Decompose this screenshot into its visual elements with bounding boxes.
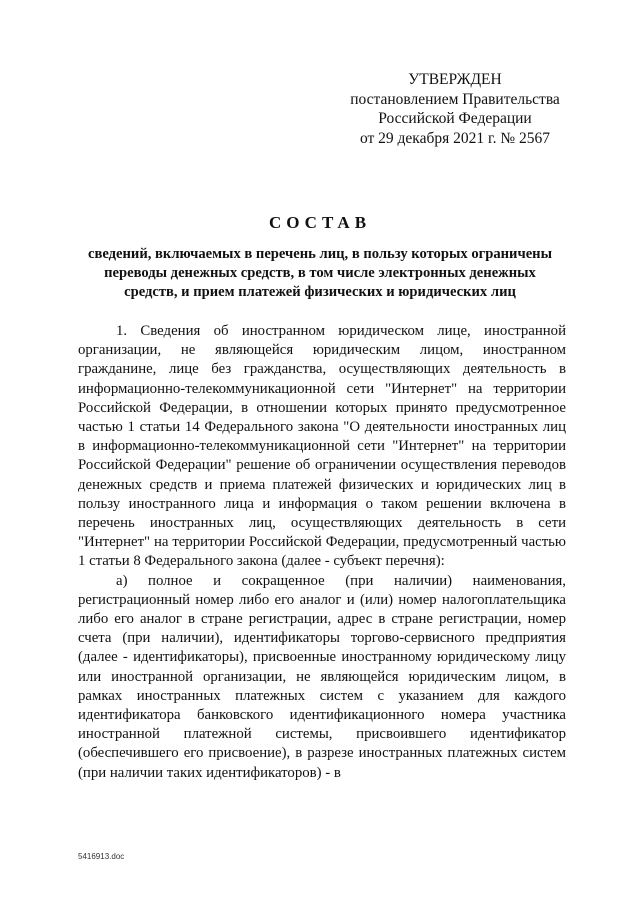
document-subtitle: сведений, включаемых в перечень лиц, в пользу которых ограничены переводы денежных средств, в том числе электронных денежных средств, и прием платежей физических и юридических лиц (88, 246, 552, 300)
approval-date-number: от 29 декабря 2021 г. № 2567 (359, 129, 551, 147)
file-name-footer: 5416913.doc (78, 852, 125, 861)
approval-authority: Российской Федерации (378, 110, 532, 127)
document-title: СОСТАВ (268, 213, 372, 232)
approval-heading: УТВЕРЖДЕН (408, 71, 502, 88)
paragraph-1: 1. Сведения об иностранном юридическом лице, иностранной организации, не являющейся юридическим лицом, иностранном гражданине, лице без гражданства, осуществляющих деятельность в информационно-телекоммуникационной сети "Интернет" на территории Российской Федерации, в отношении которых принято предусмотренное частью 1 статьи 14 Федерального закона "О деятельности иностранных лиц в информационно-телекоммуникационной сети "Интернет" на территории Российской Федерации" решение об ограничении осуществления переводов денежных средств и приема платежей физических и юридических лиц в пользу иностранного лица и информация о таком решении включена в перечень иностранных лиц, осуществляющих деятельность в сети "Интернет" на территории Российской Федерации, предусмотренный частью 1 статьи 8 Федерального закона (далее - субъект перечня): (78, 323, 566, 570)
approval-resolution: постановлением Правительства (350, 90, 560, 108)
document-body (78, 322, 566, 783)
approval-stamp (330, 70, 580, 148)
paragraph-1a: а) полное и сокращенное (при наличии) наименования, регистрационный номер либо его аналог и (или) номер налогоплательщика либо его аналог в стране регистрации, адрес в стране регистрации, номер счета (при наличии), идентификаторы торгово-сервисного предприятия (далее - идентификаторы), присвоенные иностранному юридическому лицу или иностранной организации, не являющейся юридическим лицом, в рамках иностранных платежных систем с указанием для каждого идентификатора банковского идентификационного номера участника иностранной платежной системы, присвоившего идентификатор (обеспечившего его присвоение), в разрезе иностранных платежных систем (при наличии таких идентификаторов) - в (78, 572, 566, 781)
